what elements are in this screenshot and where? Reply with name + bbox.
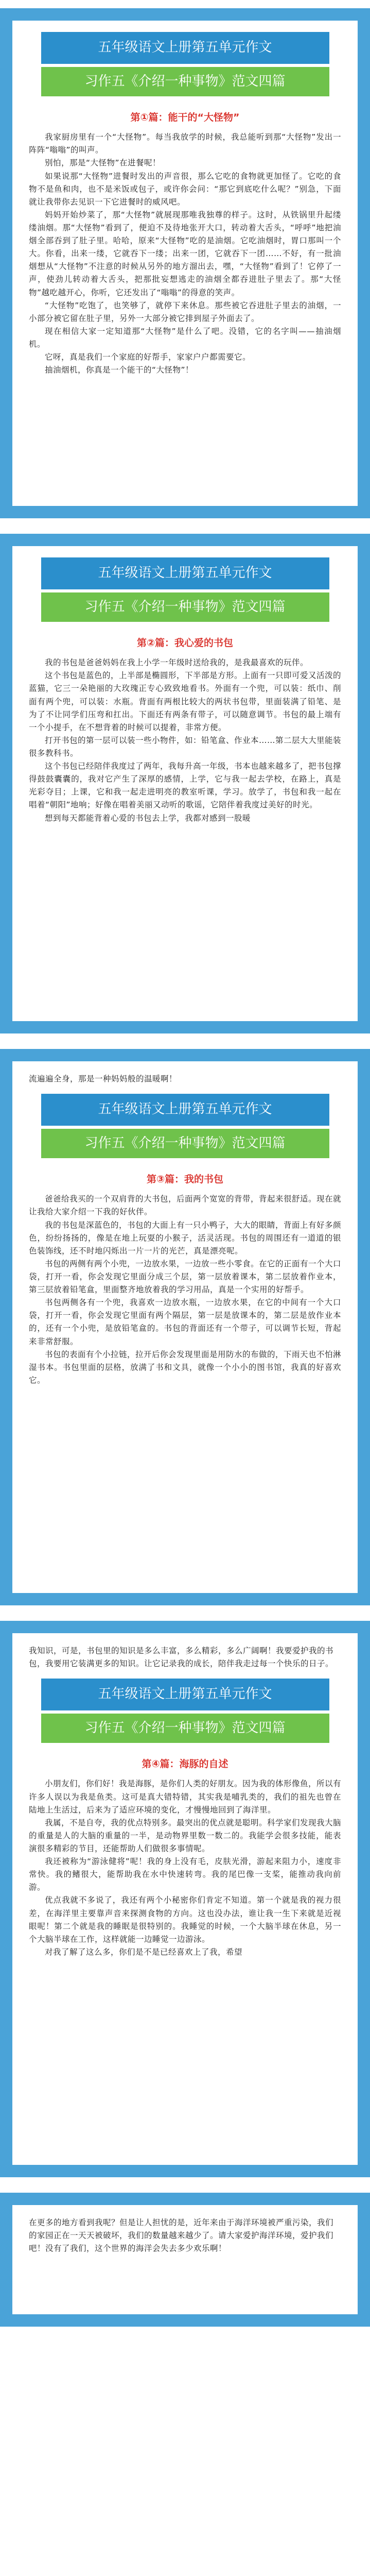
essay-panel-5 [0, 2193, 370, 2327]
essay-title: 第③篇：我的书包 [146, 1174, 224, 1185]
essay-title: 第②篇：我心爱的书包 [136, 637, 234, 649]
section-gap [0, 518, 370, 534]
bottom-gap [0, 2327, 370, 2576]
essay-paragraph: 书包的两侧有两个小兜，一边放水果，一边放一些小零食。在它的正面有一个大口袋，打开一看，你会发现它里面分成三个层，第一层放着课本，第二层放着作业本，第三层放着铅笔盒，里面整齐地放着我的学习用品，真是一个实用的好帮手。 [29, 1259, 342, 1295]
banner-title: 五年级语文上册第五单元作文 [41, 32, 329, 64]
essay-paragraph: 它呀，真是我们一个家庭的好帮手，家家户户都需要它。 [45, 352, 251, 362]
essay-paragraph: 打开书包的第一层可以装一些小物件，如：铅笔盒、作业本……第二层大大里能装很多教科书。 [29, 735, 342, 758]
essay-paragraph: 想到每天都能背着心爱的书包去上学，我都对感到一股暖 [45, 813, 251, 823]
section-gap [0, 1033, 370, 1049]
continued-text: 我知识，可是，书包里的知识是多么丰富，多么精彩，多么广阔啊！我要爱护我的书包，我要用它装满更多的知识。让它记录我的成长，陪伴我走过每一个快乐的日子。 [29, 1646, 334, 1669]
essay-paragraph: “大怪物”吃饱了，也笑够了，就停下来休息。那些被它吞进肚子里去的油烟，一小部分被它留在肚子里，另外一大部分被它排到屋子外面去了。 [29, 300, 341, 323]
essay-card-5 [12, 2205, 358, 2314]
essay-title: 第④篇：海豚的自述 [142, 1758, 228, 1770]
banner-subtitle: 习作五《介绍一种事物》范文四篇 [41, 67, 329, 97]
essay-paragraph: 书包两侧各有一个兜，我喜欢一边放水瓶，一边放水果，在它的中间有一个大口袋，打开一看，你会发现它里面有两个隔层，第一层是放课本的，第二层是放作业本的，还有一个小兜，是放铅笔盒的。书包的背面还有一个带子，可以调节长短，背起来非常舒服。 [29, 1298, 341, 1346]
banner-title: 五年级语文上册第五单元作文 [41, 557, 329, 589]
essay-paragraph: 这个书包已经陪伴我度过了两年，我每升高一年级，书本也越来越多了，把书包撑得鼓鼓囊囊的，我对它产生了深厚的感情，上学，它与我一起去学校，在路上，真是光彩夺目；上课，它和我一起走进明亮的教室听课，学习。放学了，书包和我一起在唱着“朝阳”地响；好像在唱着美丽又动听的歌谣，它陪伴着我度过美好的时光。 [29, 761, 342, 810]
essay-paragraph: 抽油烟机，你真是一个能干的“大怪物”！ [45, 365, 194, 375]
essay-paragraph: 现在相信大家一定知道那“大怪物”是什么了吧。没错，它的名字叫——抽油烟机。 [29, 326, 341, 349]
essay-paragraph: 优点我就不多说了，我还有两个小秘密你们肯定不知道。第一个就是我的视力很差，在海洋里主要靠声音来探测食物的方向。这也没办法，谁让我一生下来就是近视眼呢！第二个就是我的睡眠是很特别的。我睡觉的时候，一个大脑半球在休息，另一个大脑半球在工作，这样就能一边睡觉一边游泳。 [29, 1895, 341, 1944]
essay-panel-3 [0, 1049, 370, 1605]
essay-card-1 [12, 21, 358, 506]
essay-paragraph: 我属，不是自夸，我的优点特别多。最突出的优点就是聪明。科学家们发现我大脑的重量是人的大脑的重量的一半，是动物界里数一数二的。我能学会很多技能，能表演很多精彩的节目，还能帮助人们做很多事情呢。 [29, 1818, 342, 1853]
essay-panel-1 [0, 8, 370, 518]
essay-card-3 [12, 1061, 358, 1593]
continued-text: 在更多的地方看到我呢？但是让人担忧的是，近年来由于海洋环境被严重污染，我们的家园正在一天天被破坏，我们的数量越来越少了。请大家爱护海洋环境，爱护我们吧！没有了我们，这个世界的海洋会失去多少欢乐啊！ [29, 2218, 334, 2253]
banner-title: 五年级语文上册第五单元作文 [41, 1679, 329, 1710]
essay-paragraph: 小朋友们，你们好！我是海豚，是你们人类的好朋友。因为我的体形像鱼，所以有许多人误以为我是鱼类。这可是真大错特错，其实我是哺乳类的，我们的祖先也曾在陆地上生活过，后来为了适应环境的变化，才慢慢地回到了海洋里。 [29, 1779, 342, 1815]
essay-paragraph: 对我了解了这么多，你们是不是已经喜欢上了我，希望 [45, 1947, 243, 1957]
banner-subtitle: 习作五《介绍一种事物》范文四篇 [41, 592, 329, 622]
essay-paragraph: 书包的表面有个小拉链，拉开后你会发现里面是用防水的布做的，下雨天也不怕淋湿书本。书包里面的层格，放满了书和文具，就像一个小小的图书馆，我真的好喜欢它。 [29, 1349, 342, 1385]
banner-subtitle: 习作五《介绍一种事物》范文四篇 [41, 1129, 329, 1159]
essay-card-4 [12, 1633, 358, 2165]
essay-paragraph: 这个书包是蓝色的，上半部是椭圆形，下半部是方形。上面有一只即可爱又活泼的蓝猫，它三一朵艳丽的大玫瑰正专心致致地看书。外面有一个兜，可以装：纸巾、削面有两个兜，可以装：水瓶。背面有两根比较大的两状书包带，里面装满了铅笔、是为了不让同学们压弯和扛出。下面还有两条有带子，可以随意调节。书包的最上端有一个小提手，在不想背着的时候可以提着，非常方便。 [29, 671, 342, 732]
essay-paragraph: 我家厨房里有一个“大怪物”。每当我放学的时候，我总能听到那“大怪物”发出一阵阵“嗡嗡”的叫声。 [29, 132, 341, 155]
banner-title: 五年级语文上册第五单元作文 [41, 1094, 329, 1126]
top-gap [0, 0, 370, 8]
essay-paragraph: 我的书包是爸爸妈妈在我上小学一年级时送给我的，是我最喜欢的玩伴。 [45, 658, 309, 668]
essay-paragraph: 我的书包是深蓝色的，书包的大面上有一只小鸭子，大大的眼睛，背面上有好多颜色，纷纷扬扬的，像是在地上玩耍的小猴子，活灵活现。书包的周围还有一道道的银色装饰线，还不时地闪烁出一片一片的光芒，真是漂亮呢。 [29, 1220, 342, 1256]
section-gap [0, 1605, 370, 1621]
essay-panel-4 [0, 1621, 370, 2177]
essay-paragraph: 妈妈开始炒菜了，那“大怪物”就展现那唯我独尊的样子。这时，从铁锅里升起缕缕油烟。那“大怪物”看到了，便迫不及待地张开大口，转动着大舌头，“呼呼”地把油烟全部吞到了肚子里。哈哈，原来“大怪物”吃的是油烟。它吃油烟时，胃口那叫一个大。你看，出来一缕，它就吞下一缕；出来一团，它就吞下一团……不好，有一批油烟想从“大怪物”不注意的时候从另外的地方溜出去，嘿，“大怪物”看到了！它停了一声，使劲儿转动着大舌头，把那批妄想逃走的油烟全都吞进肚子里去了。那“大怪物”越吃越开心，你听，它还发出了“嗡嗡”的得意的笑声。 [29, 210, 341, 297]
essay-title: 第①篇：能干的“大怪物” [130, 112, 240, 124]
essay-paragraph: 我还被称为“游泳健将”呢！我的身上没有毛，皮肤光滑，游起来阻力小，速度非常快。我的鳍很大，能帮助我在水中快速转弯。我的尾巴像一支桨，能推动我向前游。 [29, 1857, 341, 1892]
essay-paragraph: 别怕，那是“大怪物”在进餐呢！ [45, 158, 161, 168]
essay-paragraph: 如果说那“大怪物”进餐时发出的声音很，那么它吃的食物就更加怪了。它吃的食物不是鱼和肉，也不是米饭或包子，或许你会问：“那它到底吃什么呢？”别急，下面就让我带你去见识一下它进餐时的威风吧。 [29, 171, 341, 207]
essay-panel-2 [0, 534, 370, 1033]
essay-card-2 [12, 546, 358, 1021]
continued-text: 流遍遍全身，那是一种妈妈般的温暖啊！ [29, 1074, 178, 1083]
section-gap [0, 2177, 370, 2193]
essay-paragraph: 爸爸给我买的一个双肩背的大书包，后面两个宽宽的背带，背起来很舒适。现在就让我给大家介绍一下我的好伙伴。 [29, 1194, 342, 1217]
banner-subtitle: 习作五《介绍一种事物》范文四篇 [41, 1714, 329, 1743]
